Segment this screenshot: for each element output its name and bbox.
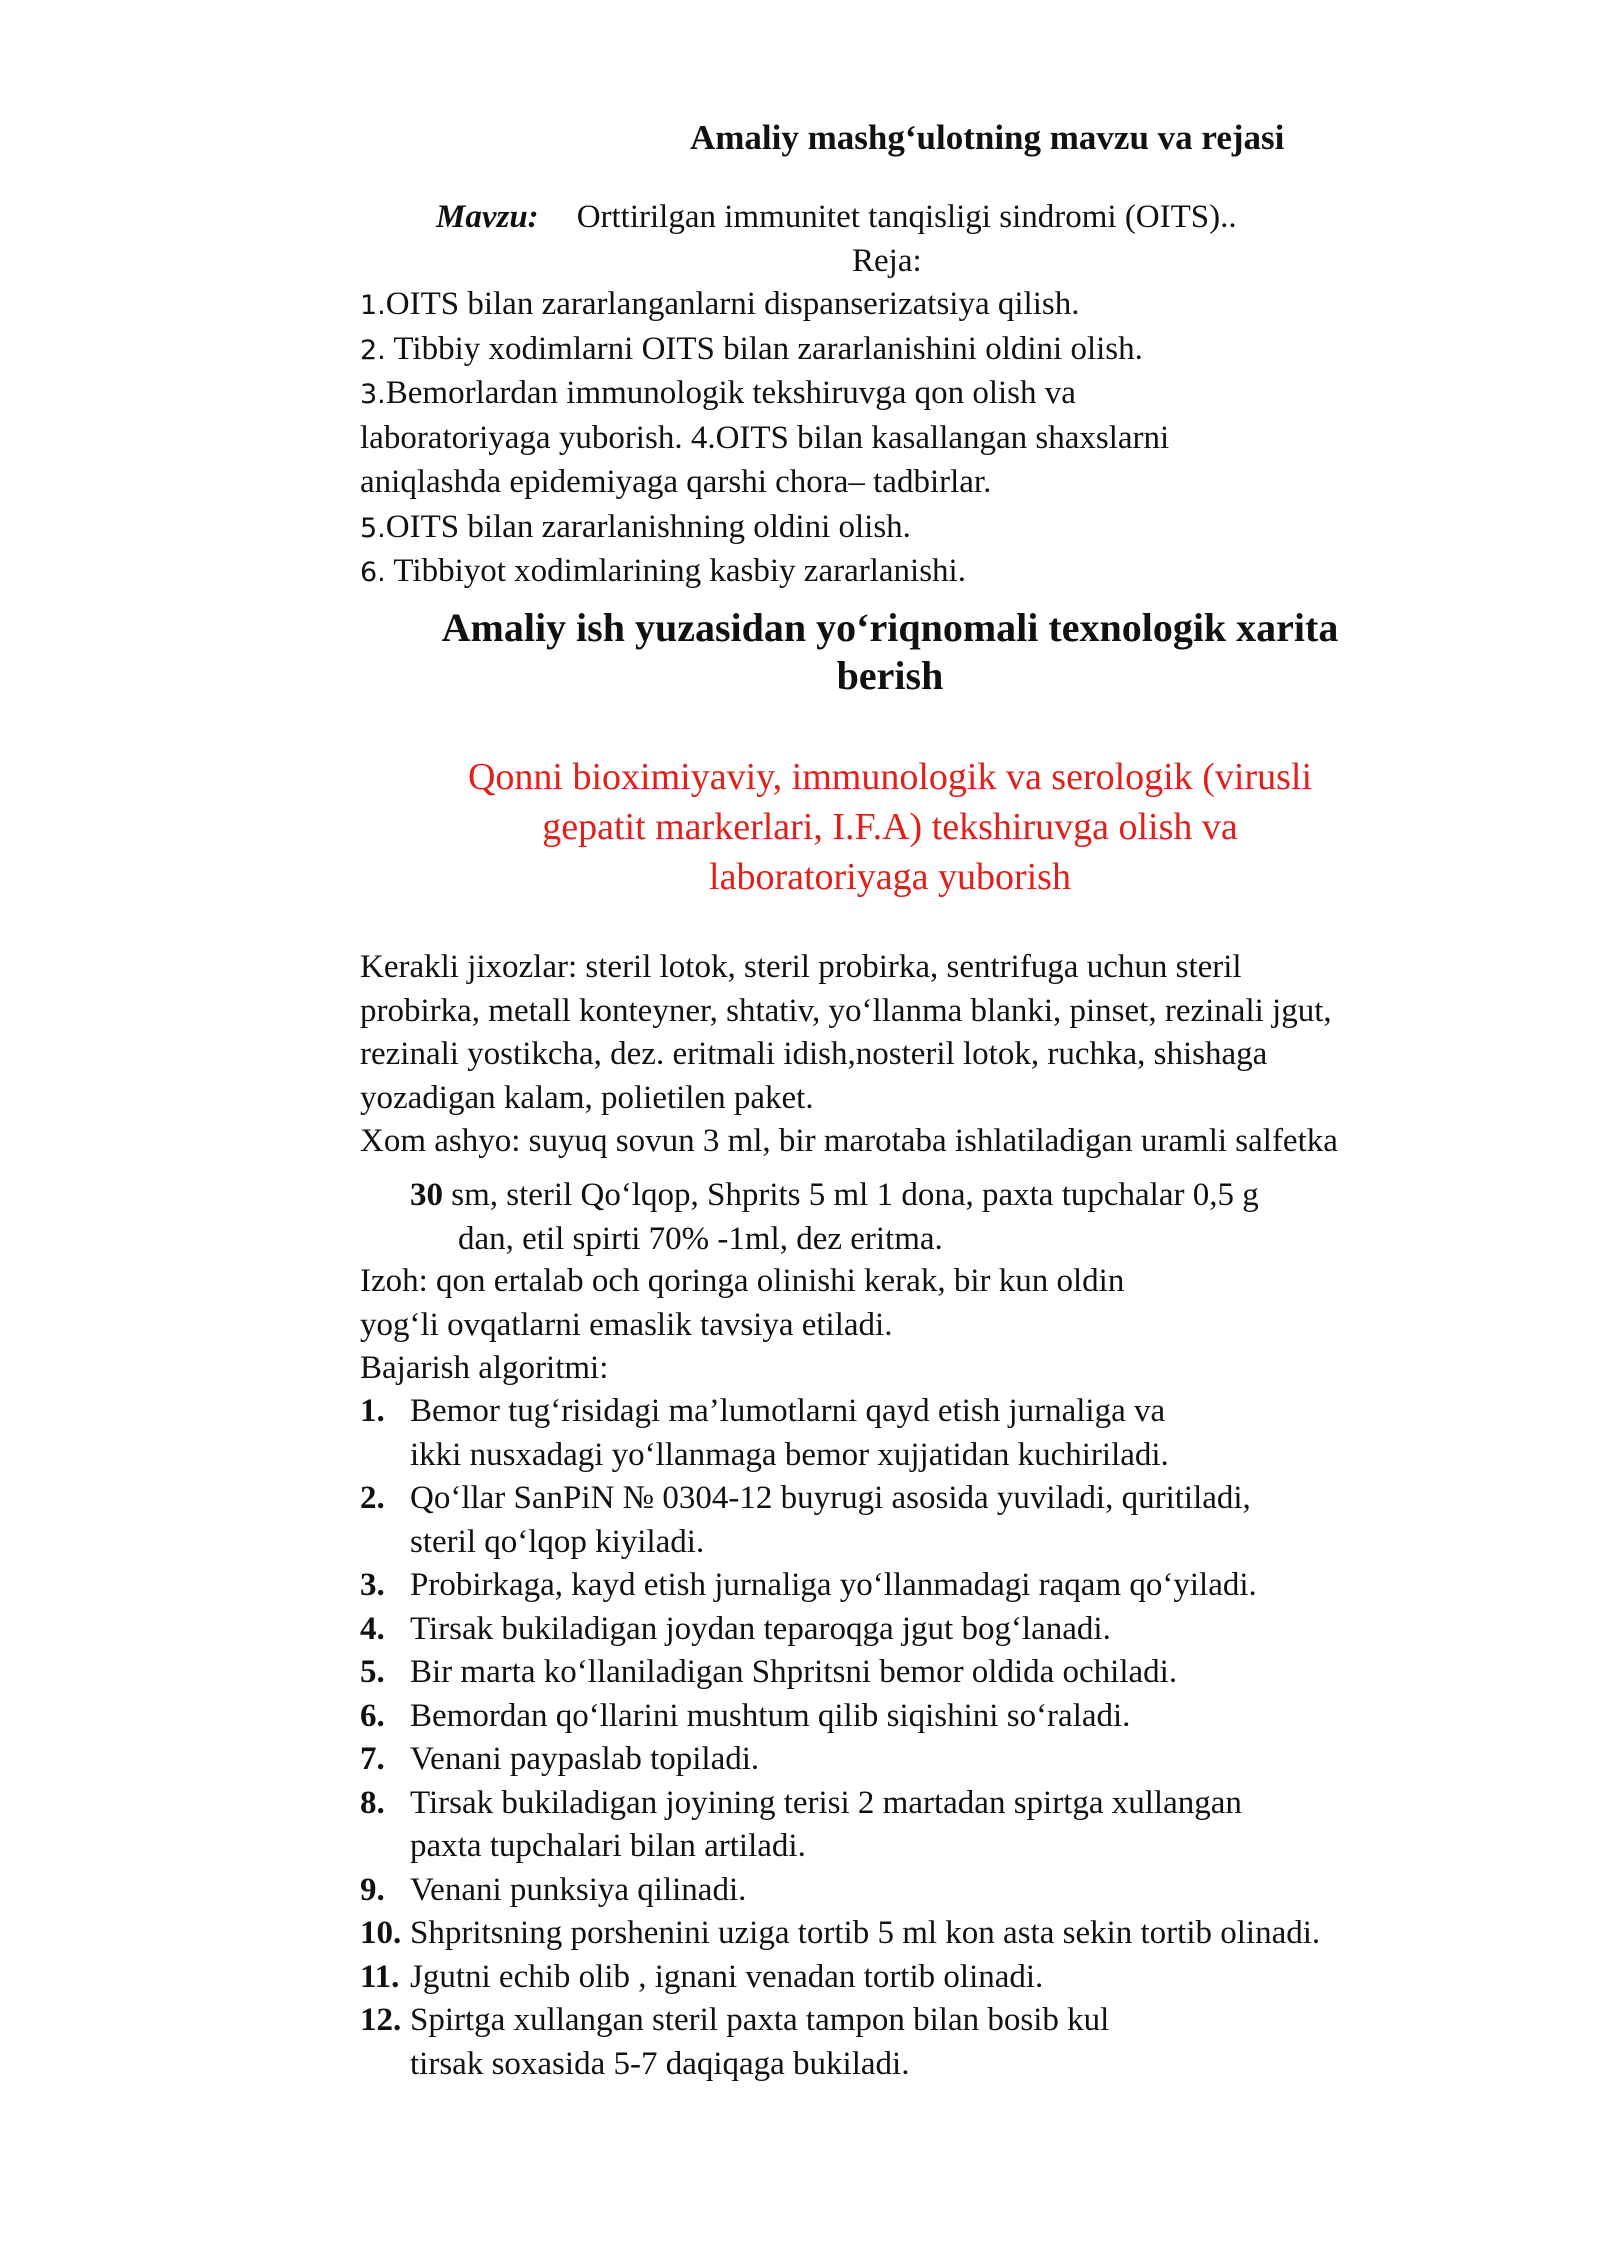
list-item: 3. Probirkaga, kayd etish jurnaliga yo‘llanmadagi raqam qo‘yiladi.	[360, 1567, 1257, 1603]
algorithm-list	[360, 1390, 1520, 2086]
list-item: 9. Venani punksiya qilinadi.	[360, 1871, 747, 1908]
plan-item: 3.Bemorlardan immunologik tekshiruvga qon olish va	[360, 375, 1076, 411]
list-item: 8. Tirsak bukiladigan joyining terisi 2 martadan spirtga xullangan paxta tupchalari bilan artiladi.	[360, 1784, 1242, 1864]
list-item: 6. Bemordan qo‘llarini mushtum qilib siqishini so‘raladi.	[360, 1697, 1131, 1734]
list-item: 2. Qo‘llar SanPiN № 0304-12 buyrugi asosida yuviladi, quritiladi, steril qo‘lqop kiyiladi.	[360, 1480, 1251, 1560]
list-item: 12. Spirtga xullangan steril paxta tampon bilan bosib kul tirsak soxasida 5-7 daqiqaga bukiladi.	[360, 2002, 1110, 2082]
plan-item: 2. Tibbiy xodimlarni OITS bilan zararlanishini oldini olish.	[360, 330, 1143, 367]
plan-heading: Reja:	[852, 243, 922, 279]
plan-list	[360, 283, 1510, 595]
materials-continuation: 30 sm, steril Qo‘lqop, Shprits 5 ml 1 dona, paxta tupchalar 0,5 g dan, etil spirti 70% -1ml, dez eritma.	[410, 1177, 1259, 1257]
plan-item: 1.OITS bilan zararlanganlarni dispanserizatsiya qilish.	[360, 286, 1080, 322]
topic-line	[436, 196, 1237, 240]
notes-paragraph: Izoh: qon ertalab och qoringa olinishi kerak, bir kun oldin yog‘li ovqatlarni emaslik tavsiya etiladi. Bajarish algoritmi:	[360, 1260, 1520, 1391]
topic-text: Orttirilgan immunitet tanqisligi sindromi (OITS)..	[576, 199, 1237, 235]
list-item: 10. Shpritsning porshenini uziga tortib 5 ml kon asta sekin tortib olinadi.	[360, 1915, 1321, 1951]
plan-item: aniqlashda epidemiyaga qarshi chora– tadbirlar.	[360, 464, 992, 500]
list-item: 4. Tirsak bukiladigan joydan teparoqga jgut bog‘lanadi.	[360, 1610, 1111, 1647]
list-item: 11. Jgutni echib olib , ignani venadan tortib olinadi.	[360, 1958, 1044, 1995]
list-item: 1. Bemor tug‘risidagi ma’lumotlarni qayd etish jurnaliga va ikki nusxadagi yo‘llanmaga bemor xujjatidan kuchiriladi.	[360, 1393, 1169, 1473]
list-item: 5. Bir marta ko‘llaniladigan Shpritsni bemor oldida ochiladi.	[360, 1654, 1178, 1690]
plan-item: laboratoriyaga yuborish. 4.OITS bilan kasallangan shaxslarni	[360, 419, 1170, 456]
procedure-heading: Qonni bioximiyaviy, immunologik va serologik (virusli gepatit markerlari, I.F.A) tekshiruvga olish va laboratoriyaga yuborish	[467, 756, 1313, 898]
topic-label: Mavzu:	[436, 199, 539, 235]
plan-item: 5.OITS bilan zararlanishning oldini olish.	[360, 508, 911, 545]
plan-item: 6. Tibbiyot xodimlarining kasbiy zararlanishi.	[360, 553, 966, 589]
equipment-paragraph: Kerakli jixozlar: steril lotok, steril probirka, sentrifuga uchun steril probirka, metall konteyner, shtativ, yo‘llanma blanki, pinset, rezinali jgut, rezinali yostikcha, dez. eritmali idish,nosteril lotok, ruchka, shishaga yozadigan kalam, polietilen paket. Xom ashyo: suyuq sovun 3 ml, bir marotaba ishlatiladigan uramli salfetka	[360, 949, 1338, 1159]
page-title: Amaliy mashg‘ulotning mavzu va rejasi	[690, 118, 1285, 157]
algorithm-heading: Bajarish algoritmi:	[360, 1350, 609, 1386]
list-item: 7. Venani paypaslab topiladi.	[360, 1741, 760, 1777]
section-heading: Amaliy ish yuzasidan yo‘riqnomali texnologik xarita berish	[441, 605, 1339, 698]
